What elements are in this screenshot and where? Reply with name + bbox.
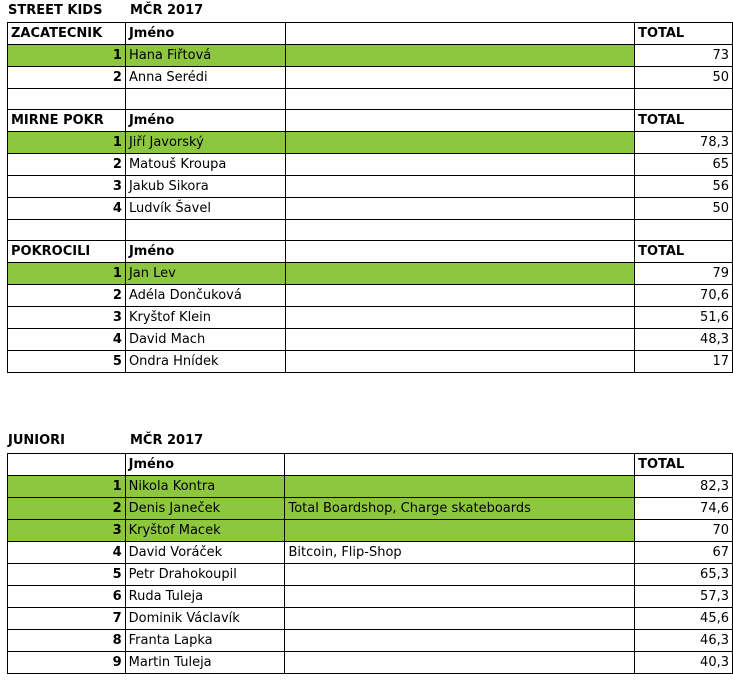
total-cell: 82,3: [635, 476, 733, 498]
street-kids-table: [7, 22, 733, 373]
rank-cell: 1: [8, 132, 126, 154]
rank-cell: 4: [8, 542, 126, 564]
total-cell: 56: [635, 176, 733, 198]
rank-cell: 2: [8, 498, 126, 520]
table-row: [8, 198, 733, 220]
sponsor-cell: [285, 154, 634, 176]
rank-cell: 7: [8, 608, 126, 630]
spacer-row: [8, 89, 733, 110]
table-row: [8, 307, 733, 329]
total-cell: 17: [635, 351, 733, 373]
juniori-title-label: JUNIORI: [8, 433, 66, 448]
juniori-table: [7, 453, 733, 674]
rank-cell: 1: [8, 476, 126, 498]
total-cell: 45,6: [635, 608, 733, 630]
sponsor-cell: [285, 329, 634, 351]
group-label: [8, 454, 126, 476]
table-row: [8, 176, 733, 198]
name-cell: David Voráček: [125, 542, 285, 564]
total-cell: 79: [635, 263, 733, 285]
total-cell: 40,3: [635, 652, 733, 674]
sponsor-header: [285, 23, 634, 45]
name-cell: Denis Janeček: [125, 498, 285, 520]
name-cell: Petr Drahokoupil: [125, 564, 285, 586]
table-row: [8, 542, 733, 564]
table-row: [8, 67, 733, 89]
total-cell: 70: [635, 520, 733, 542]
total-cell: 57,3: [635, 586, 733, 608]
empty-cell: [125, 220, 285, 241]
sponsor-cell: [285, 652, 635, 674]
group-label: ZACATECNIK: [8, 23, 126, 45]
name-cell: Jan Lev: [125, 263, 285, 285]
name-cell: Ondra Hnídek: [125, 351, 285, 373]
table-row: [8, 476, 733, 498]
rank-cell: 4: [8, 198, 126, 220]
rank-cell: 8: [8, 630, 126, 652]
table-row: [8, 45, 733, 67]
name-cell: Kryštof Klein: [125, 307, 285, 329]
sponsor-cell: [285, 351, 634, 373]
name-cell: Anna Serédi: [125, 67, 285, 89]
spacer-row: [8, 220, 733, 241]
sponsor-cell: Total Boardshop, Charge skateboards: [285, 498, 635, 520]
total-header: TOTAL: [635, 454, 733, 476]
table-row: [8, 285, 733, 307]
empty-cell: [635, 220, 733, 241]
sponsor-cell: [285, 45, 634, 67]
sponsor-cell: [285, 263, 634, 285]
total-cell: 50: [635, 67, 733, 89]
total-cell: 74,6: [635, 498, 733, 520]
table-row: [8, 132, 733, 154]
name-header: Jméno: [125, 241, 285, 263]
total-cell: 65: [635, 154, 733, 176]
empty-cell: [125, 89, 285, 110]
name-cell: Martin Tuleja: [125, 652, 285, 674]
total-cell: 65,3: [635, 564, 733, 586]
header-row: [8, 454, 733, 476]
rank-cell: 6: [8, 586, 126, 608]
table-row: [8, 498, 733, 520]
name-cell: Ludvík Šavel: [125, 198, 285, 220]
total-cell: 48,3: [635, 329, 733, 351]
total-cell: 78,3: [635, 132, 733, 154]
sponsor-cell: Bitcoin, Flip-Shop: [285, 542, 635, 564]
name-cell: Ruda Tuleja: [125, 586, 285, 608]
total-cell: 70,6: [635, 285, 733, 307]
juniori-title: [8, 430, 728, 452]
table-row: [8, 630, 733, 652]
table-row: [8, 586, 733, 608]
total-cell: 51,6: [635, 307, 733, 329]
rank-cell: 5: [8, 564, 126, 586]
name-cell: Jakub Sikora: [125, 176, 285, 198]
total-cell: 73: [635, 45, 733, 67]
name-cell: Adéla Dončuková: [125, 285, 285, 307]
table-row: [8, 263, 733, 285]
header-row: [8, 241, 733, 263]
sponsor-cell: [285, 564, 635, 586]
rank-cell: 3: [8, 307, 126, 329]
name-cell: Kryštof Macek: [125, 520, 285, 542]
group-label: MIRNE POKR: [8, 110, 126, 132]
table-row: [8, 564, 733, 586]
rank-cell: 3: [8, 176, 126, 198]
name-cell: Hana Fiřtová: [125, 45, 285, 67]
sponsor-cell: [285, 285, 634, 307]
rank-cell: 2: [8, 285, 126, 307]
rank-cell: 1: [8, 45, 126, 67]
total-cell: 46,3: [635, 630, 733, 652]
name-cell: Nikola Kontra: [125, 476, 285, 498]
empty-cell: [8, 89, 126, 110]
sponsor-cell: [285, 67, 634, 89]
empty-cell: [285, 89, 634, 110]
street-kids-title-label: STREET KIDS: [8, 3, 103, 18]
table-row: [8, 520, 733, 542]
sponsor-header: [285, 241, 634, 263]
table-row: [8, 652, 733, 674]
street-kids-title: [8, 0, 728, 22]
sponsor-cell: [285, 520, 635, 542]
empty-cell: [285, 220, 634, 241]
name-cell: Jiří Javorský: [125, 132, 285, 154]
sponsor-cell: [285, 630, 635, 652]
rank-cell: 9: [8, 652, 126, 674]
table-row: [8, 351, 733, 373]
sponsor-cell: [285, 307, 634, 329]
rank-cell: 4: [8, 329, 126, 351]
table-row: [8, 154, 733, 176]
rank-cell: 3: [8, 520, 126, 542]
header-row: [8, 23, 733, 45]
sponsor-cell: [285, 586, 635, 608]
sponsor-header: [285, 454, 635, 476]
name-cell: Franta Lapka: [125, 630, 285, 652]
header-row: [8, 110, 733, 132]
name-header: Jméno: [125, 454, 285, 476]
total-header: TOTAL: [635, 23, 733, 45]
sponsor-cell: [285, 476, 635, 498]
name-cell: Matouš Kroupa: [125, 154, 285, 176]
empty-cell: [8, 220, 126, 241]
group-label: POKROCILI: [8, 241, 126, 263]
name-header: Jméno: [125, 110, 285, 132]
name-header: Jméno: [125, 23, 285, 45]
total-cell: 67: [635, 542, 733, 564]
sponsor-cell: [285, 176, 634, 198]
total-header: TOTAL: [635, 241, 733, 263]
rank-cell: 5: [8, 351, 126, 373]
rank-cell: 2: [8, 67, 126, 89]
table-row: [8, 608, 733, 630]
name-cell: Dominik Václavík: [125, 608, 285, 630]
table-row: [8, 329, 733, 351]
sponsor-header: [285, 110, 634, 132]
name-cell: David Mach: [125, 329, 285, 351]
total-cell: 50: [635, 198, 733, 220]
rank-cell: 2: [8, 154, 126, 176]
rank-cell: 1: [8, 263, 126, 285]
street-kids-title-event: MČR 2017: [130, 3, 204, 18]
sponsor-cell: [285, 198, 634, 220]
sponsor-cell: [285, 132, 634, 154]
total-header: TOTAL: [635, 110, 733, 132]
juniori-title-event: MČR 2017: [130, 433, 204, 448]
sponsor-cell: [285, 608, 635, 630]
empty-cell: [635, 89, 733, 110]
